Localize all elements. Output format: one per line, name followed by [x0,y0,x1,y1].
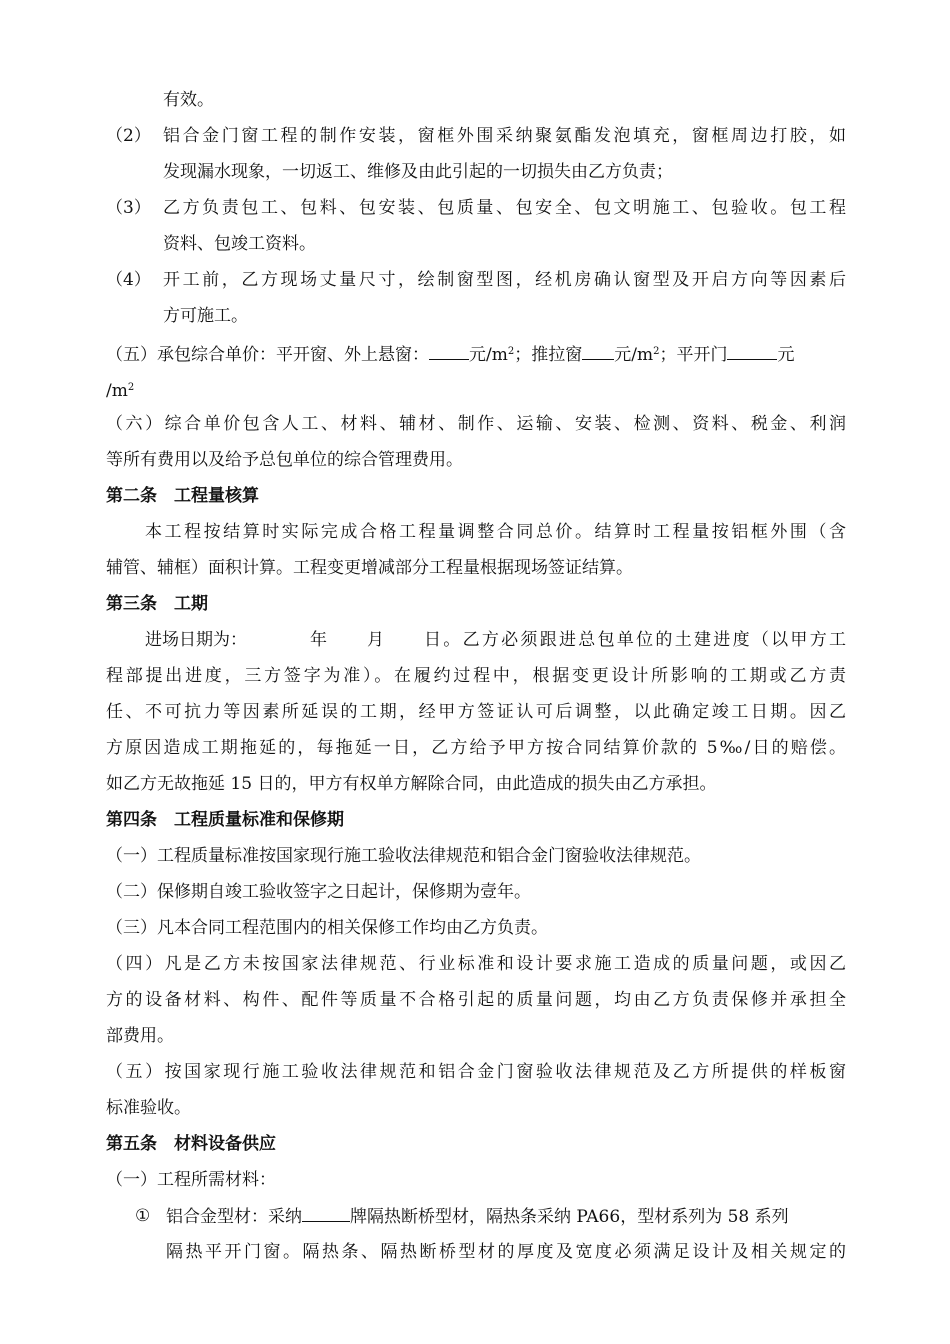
item-6-line-1: （六）综合单价包含人工、材料、辅材、制作、运输、安装、检测、资料、税金、利润 [106,414,846,434]
material-item-1-marker: ① [135,1206,151,1226]
article-2-line-2: 辅管、辅框）面积计算。工程变更增减部分工程量根据现场签证结算。 [106,558,633,578]
article-4-p4-line-1: （四）凡是乙方未按国家法律规范、行业标准和设计要求施工造成的质量问题，或因乙 [106,954,846,974]
article-4-p4-line-3: 部费用。 [106,1026,174,1046]
item-4-marker: （4） [106,270,151,290]
article-4-p5-line-2: 标准验收。 [106,1098,191,1118]
article-4-p5-line-1: （五）按国家现行施工验收法律规范和铝合金门窗验收法律规范及乙方所提供的样板窗 [106,1062,846,1082]
item-2-line-1: 铝合金门窗工程的制作安装，窗框外围采纳聚氨酯发泡填充，窗框周边打胶，如 [163,126,846,146]
article-3-heading: 第三条 工期 [106,594,208,614]
sliding-window-price-blank[interactable] [582,342,614,360]
article-4-p4-line-2: 方的设备材料、构件、配件等质量不合格引起的质量问题，均由乙方负责保修并承担全 [106,990,846,1010]
item-2-line-2: 发现漏水现象，一切返工、维修及由此引起的一切损失由乙方负责； [163,162,673,182]
article-3-line-2: 程部提出进度，三方签字为准）。在履约过程中，根据变更设计所影响的工期或乙方责 [106,666,846,686]
article-3-line-3: 任、不可抗力等因素所延误的工期，经甲方签证认可后调整，以此确定竣工日期。因乙 [106,702,846,722]
article-3-line-4: 方原因造成工期拖延的，每拖延一日，乙方给予甲方按合同结算价款的 5‰/日的赔偿。 [106,738,846,758]
entry-date-month: 月 [367,630,384,650]
item-4-line-2: 方可施工。 [163,306,248,326]
unit-price-line: （五）承包综合单价：平开窗、外上悬窗： 元$/m^2$；推拉窗 元$/m^2$；平开门 元 [106,340,794,367]
item-3-line-1: 乙方负责包工、包料、包安装、包质量、包安全、包文明施工、包验收。包工程 [163,198,846,218]
item-3-line-2: 资料、包竣工资料。 [163,234,316,254]
item-2-marker: （2） [106,126,151,146]
door-price-blank[interactable] [727,342,777,360]
entry-date-year: 年 [310,630,327,650]
article-2-line-1: 本工程按结算时实际完成合格工程量调整合同总价。结算时工程量按铝框外围（含 [145,522,846,542]
article-4-p2: （二）保修期自竣工验收签字之日起计，保修期为壹年。 [106,882,531,902]
article-3-line-5: 如乙方无故拖延 15 日的，甲方有权单方解除合同，由此造成的损失由乙方承担。 [106,774,717,794]
item-3-marker: （3） [106,198,151,218]
unit-price-line-2: $/m^2$ [106,381,135,401]
article-4-heading: 第四条 工程质量标准和保修期 [106,810,344,830]
article-3-line-1: 日。乙方必须跟进总包单位的土建进度（以甲方工 [424,630,846,650]
item-4-line-1: 开工前，乙方现场丈量尺寸，绘制窗型图，经机房确认窗型及开启方向等因素后 [163,270,846,290]
profile-brand-blank[interactable] [302,1204,350,1222]
continuation-text: 有效。 [163,90,214,110]
article-4-p1: （一）工程质量标准按国家现行施工验收法律规范和铝合金门窗验收法律规范。 [106,846,701,866]
article-4-p3: （三）凡本合同工程范围内的相关保修工作均由乙方负责。 [106,918,548,938]
window-price-blank[interactable] [429,342,469,360]
article-2-heading: 第二条 工程量核算 [106,486,259,506]
material-item-1-line-2: 隔热平开门窗。隔热条、隔热断桥型材的厚度及宽度必须满足设计及相关规定的 [166,1242,846,1262]
material-item-1-line-1: 铝合金型材：采纳 牌隔热断桥型材，隔热条采纳 PA66，型材系列为 58 系列 [166,1204,789,1229]
item-6-line-2: 等所有费用以及给予总包单位的综合管理费用。 [106,450,463,470]
entry-date-label: 进场日期为： [145,630,247,650]
article-5-heading: 第五条 材料设备供应 [106,1134,276,1154]
article-5-p1: （一）工程所需材料： [106,1170,276,1190]
